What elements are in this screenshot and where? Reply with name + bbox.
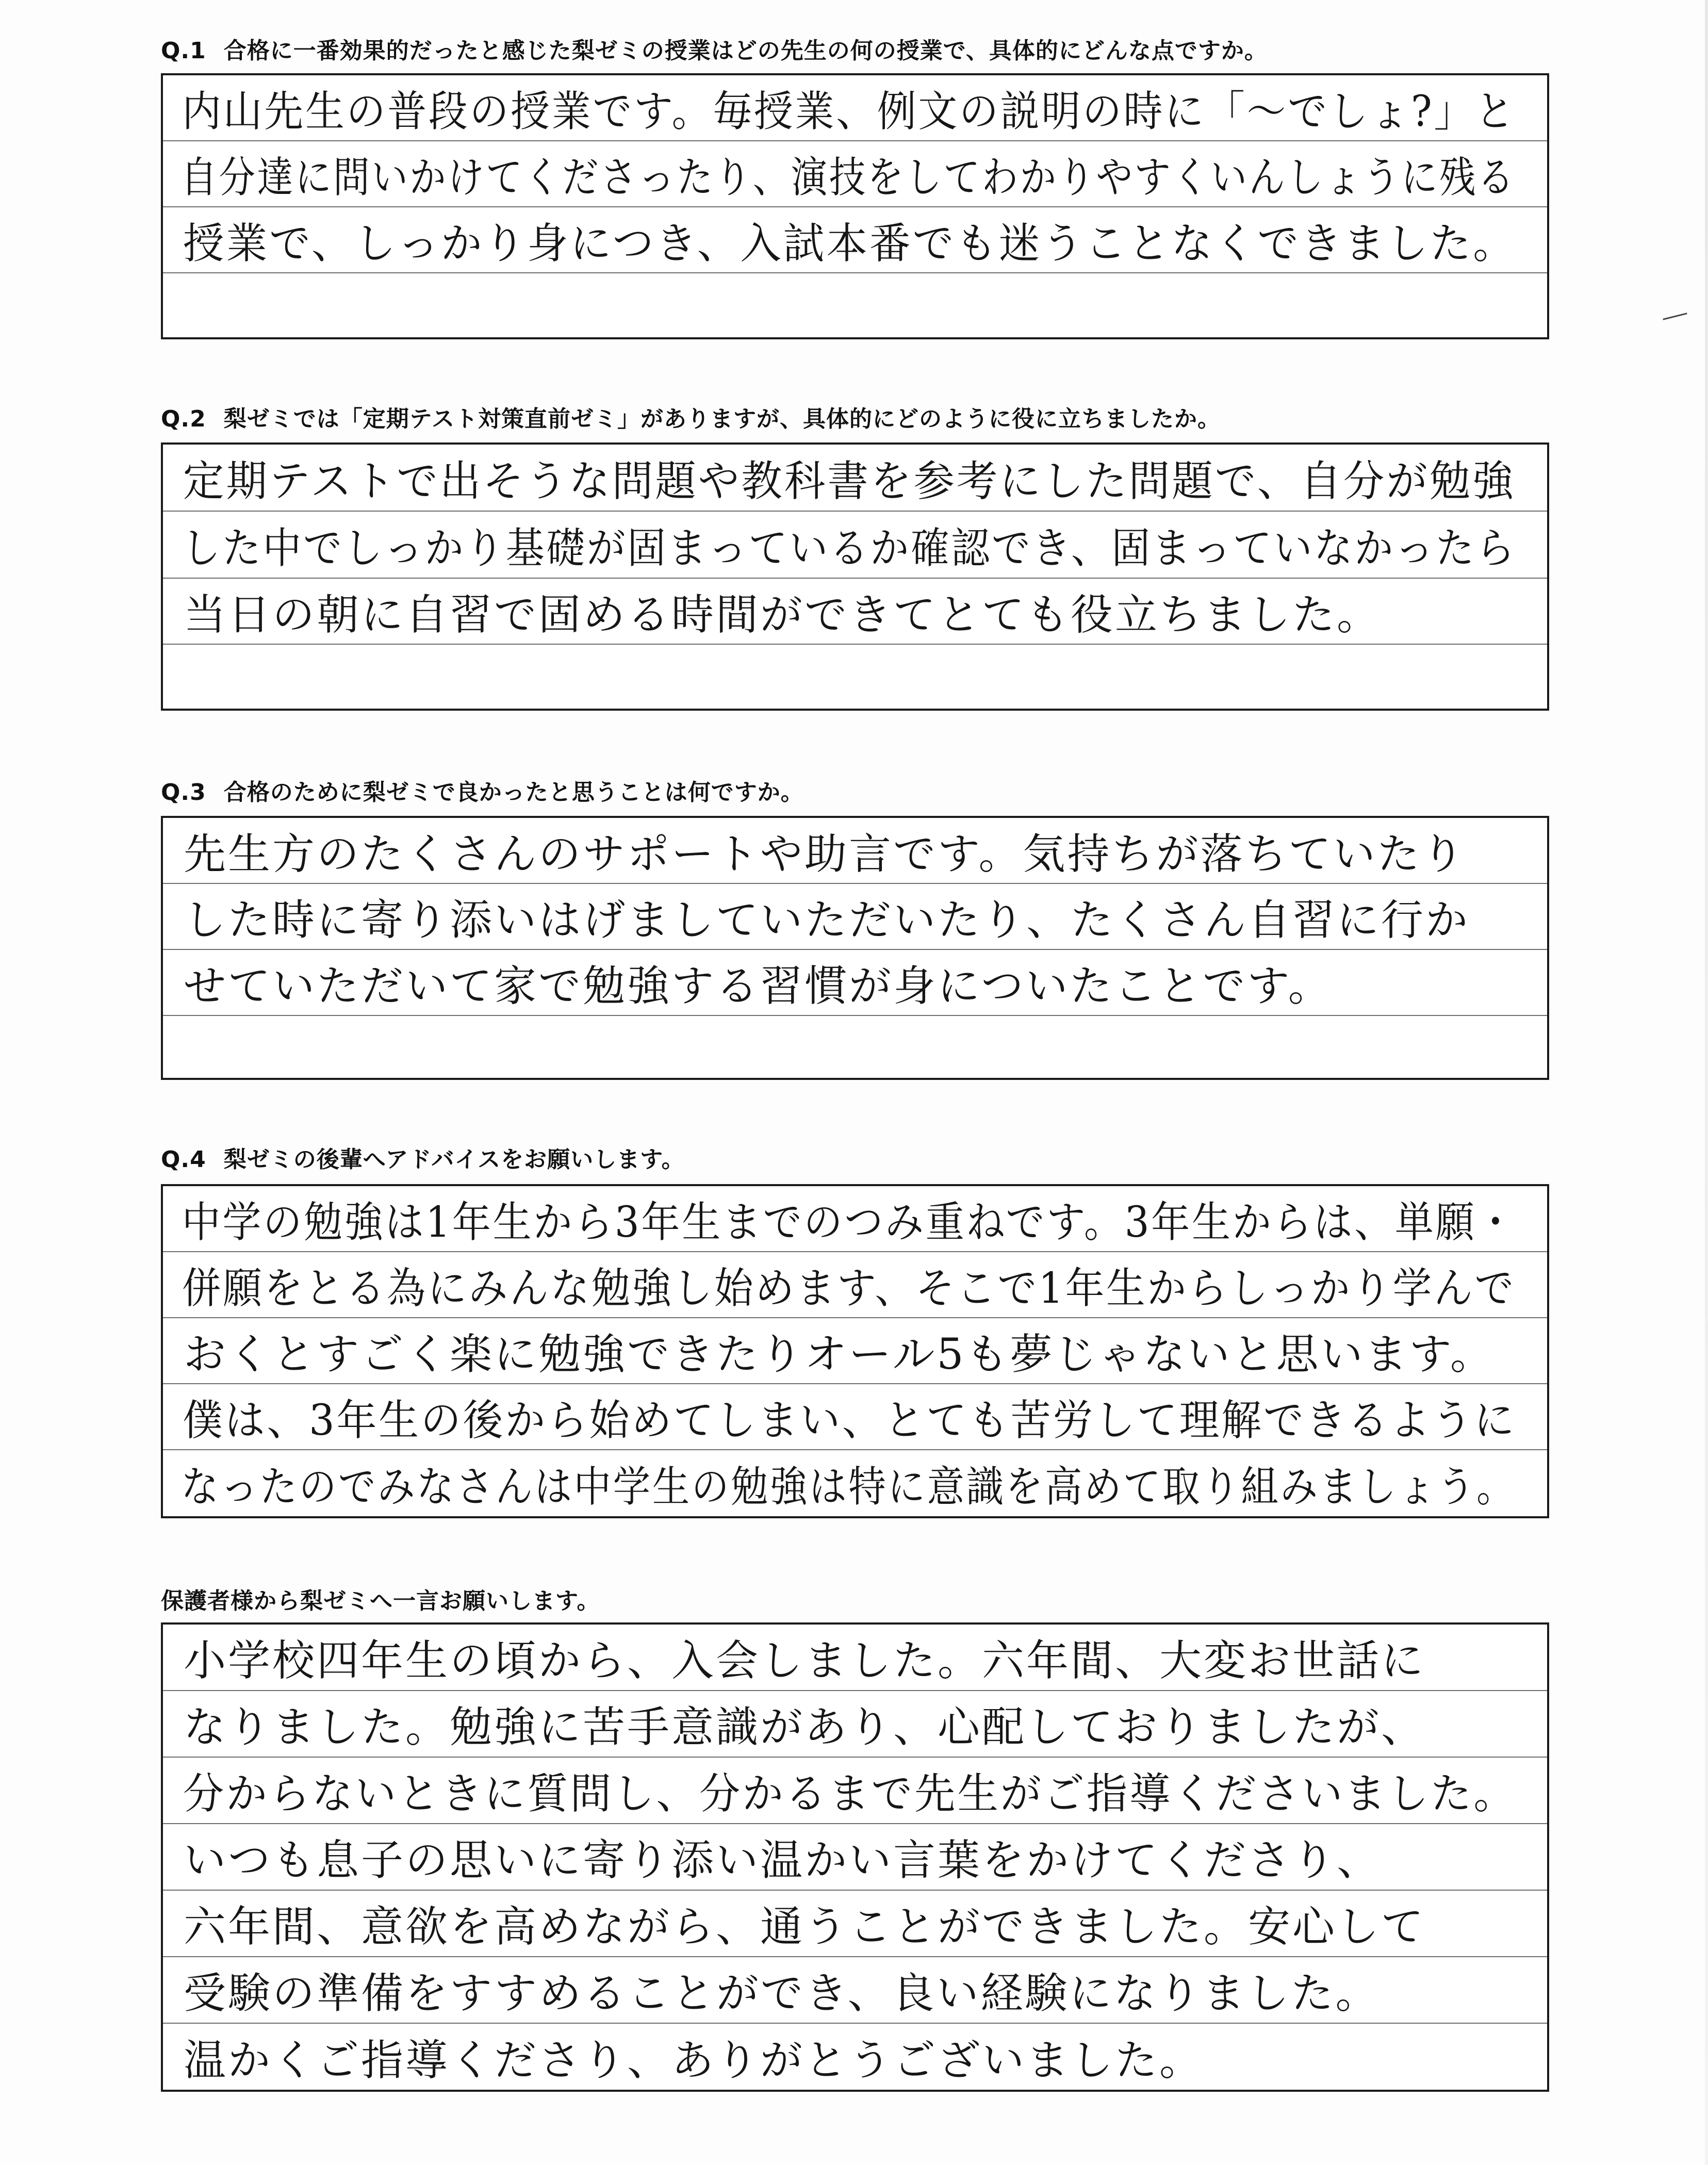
- q2-number: Q.2: [161, 406, 206, 432]
- q2-answer-box: [161, 442, 1549, 711]
- parents-line-7: 温かくご指導くださり、ありがとうございました。: [184, 2036, 1204, 2085]
- q4-heading: [161, 1141, 685, 1174]
- q1-number: Q.1: [161, 38, 206, 64]
- q3-line-4: [163, 1016, 1547, 1078]
- parents-line-1: 小学校四年生の頃から、入会しました。六年間、大変お世話に: [163, 1625, 1547, 1691]
- parents-line-4: いつも息子の思いに寄り添い温かい言葉をかけてくださり、: [163, 1824, 1547, 1891]
- q3-answer-box: [161, 816, 1549, 1080]
- q4-line-4: 僕は、3年生の後から始めてしまい、とても苦労して理解できるように: [163, 1384, 1547, 1450]
- parents-line-2: なりました。勉強に苦手意識があり、心配しておりましたが、: [163, 1691, 1547, 1758]
- q2-line-4: [163, 645, 1547, 709]
- q4-line-5: なったのでみなさんは中学生の勉強は特に意識を高めて取り組みましょう。: [181, 1462, 1516, 1512]
- q2-line-1: 定期テストで出そうな問題や教科書を参考にした問題で、自分が勉強: [163, 445, 1547, 512]
- q3-line-3: せていただいて家で勉強する習慣が身についたことです。: [163, 950, 1547, 1016]
- q1-line-1: 内山先生の普段の授業です。毎授業、例文の説明の時に「〜でしょ?」と: [163, 75, 1547, 141]
- q3-line-2: した時に寄り添いはげましていただいたり、たくさん自習に行か: [163, 884, 1547, 950]
- parents-line-6: 受験の準備をすすめることができ、良い経験になりました。: [163, 1957, 1547, 2024]
- parents-line-3: 分からないときに質問し、分かるまで先生がご指導くださいました。: [163, 1758, 1547, 1824]
- q1-answer-box: [161, 73, 1549, 339]
- q3-question: 合格のために梨ゼミで良かったと思うことは何ですか。: [223, 779, 804, 806]
- parents-line-5: 六年間、意欲を高めながら、通うことができました。安心して: [163, 1891, 1547, 1957]
- q1-question: 合格に一番効果的だったと感じた梨ゼミの授業はどの先生の何の授業で、具体的にどんな点ですか。: [223, 38, 1268, 64]
- q2-question: 梨ゼミでは「定期テスト対策直前ゼミ」がありますが、具体的にどのように役に立ちましたか。: [223, 406, 1221, 432]
- scan-edge: [1705, 0, 1708, 2165]
- q1-line-4: [163, 273, 1547, 337]
- q1-line-3: 授業で、しっかり身につき、入試本番でも迷うことなくできました。: [163, 207, 1547, 273]
- q4-line-3: おくとすごく楽に勉強できたりオール5も夢じゃないと思います。: [163, 1318, 1547, 1384]
- q3-heading: [161, 774, 804, 807]
- parents-answer-box: [161, 1622, 1549, 2092]
- parents-question: 保護者様から梨ゼミへ一言お願いします。: [161, 1588, 600, 1614]
- q3-line-1: 先生方のたくさんのサポートや助言です。気持ちが落ちていたり: [163, 818, 1547, 884]
- q3-number: Q.3: [161, 779, 206, 806]
- q2-line-3: 当日の朝に自習で固める時間ができてとても役立ちました。: [163, 579, 1547, 645]
- q4-answer-box: [161, 1184, 1549, 1518]
- q1-heading: [161, 32, 1268, 65]
- q4-number: Q.4: [161, 1146, 206, 1173]
- q1-line-2: 自分達に問いかけてくださったり、演技をしてわかりやすくいんしょうに残る: [163, 141, 1547, 207]
- stray-pen-mark: [1663, 313, 1687, 320]
- q4-line-2: 併願をとる為にみんな勉強し始めます、そこで1年生からしっかり学んで: [163, 1252, 1547, 1318]
- q4-line-1: 中学の勉強は1年生から3年生までのつみ重ねです。3年生からは、単願・: [163, 1186, 1547, 1252]
- q2-line-2: した中でしっかり基礎が固まっているか確認でき、固まっていなかったら: [163, 512, 1547, 579]
- parents-heading: [161, 1582, 600, 1615]
- q2-heading: [161, 400, 1221, 433]
- q4-question: 梨ゼミの後輩へアドバイスをお願いします。: [223, 1146, 685, 1173]
